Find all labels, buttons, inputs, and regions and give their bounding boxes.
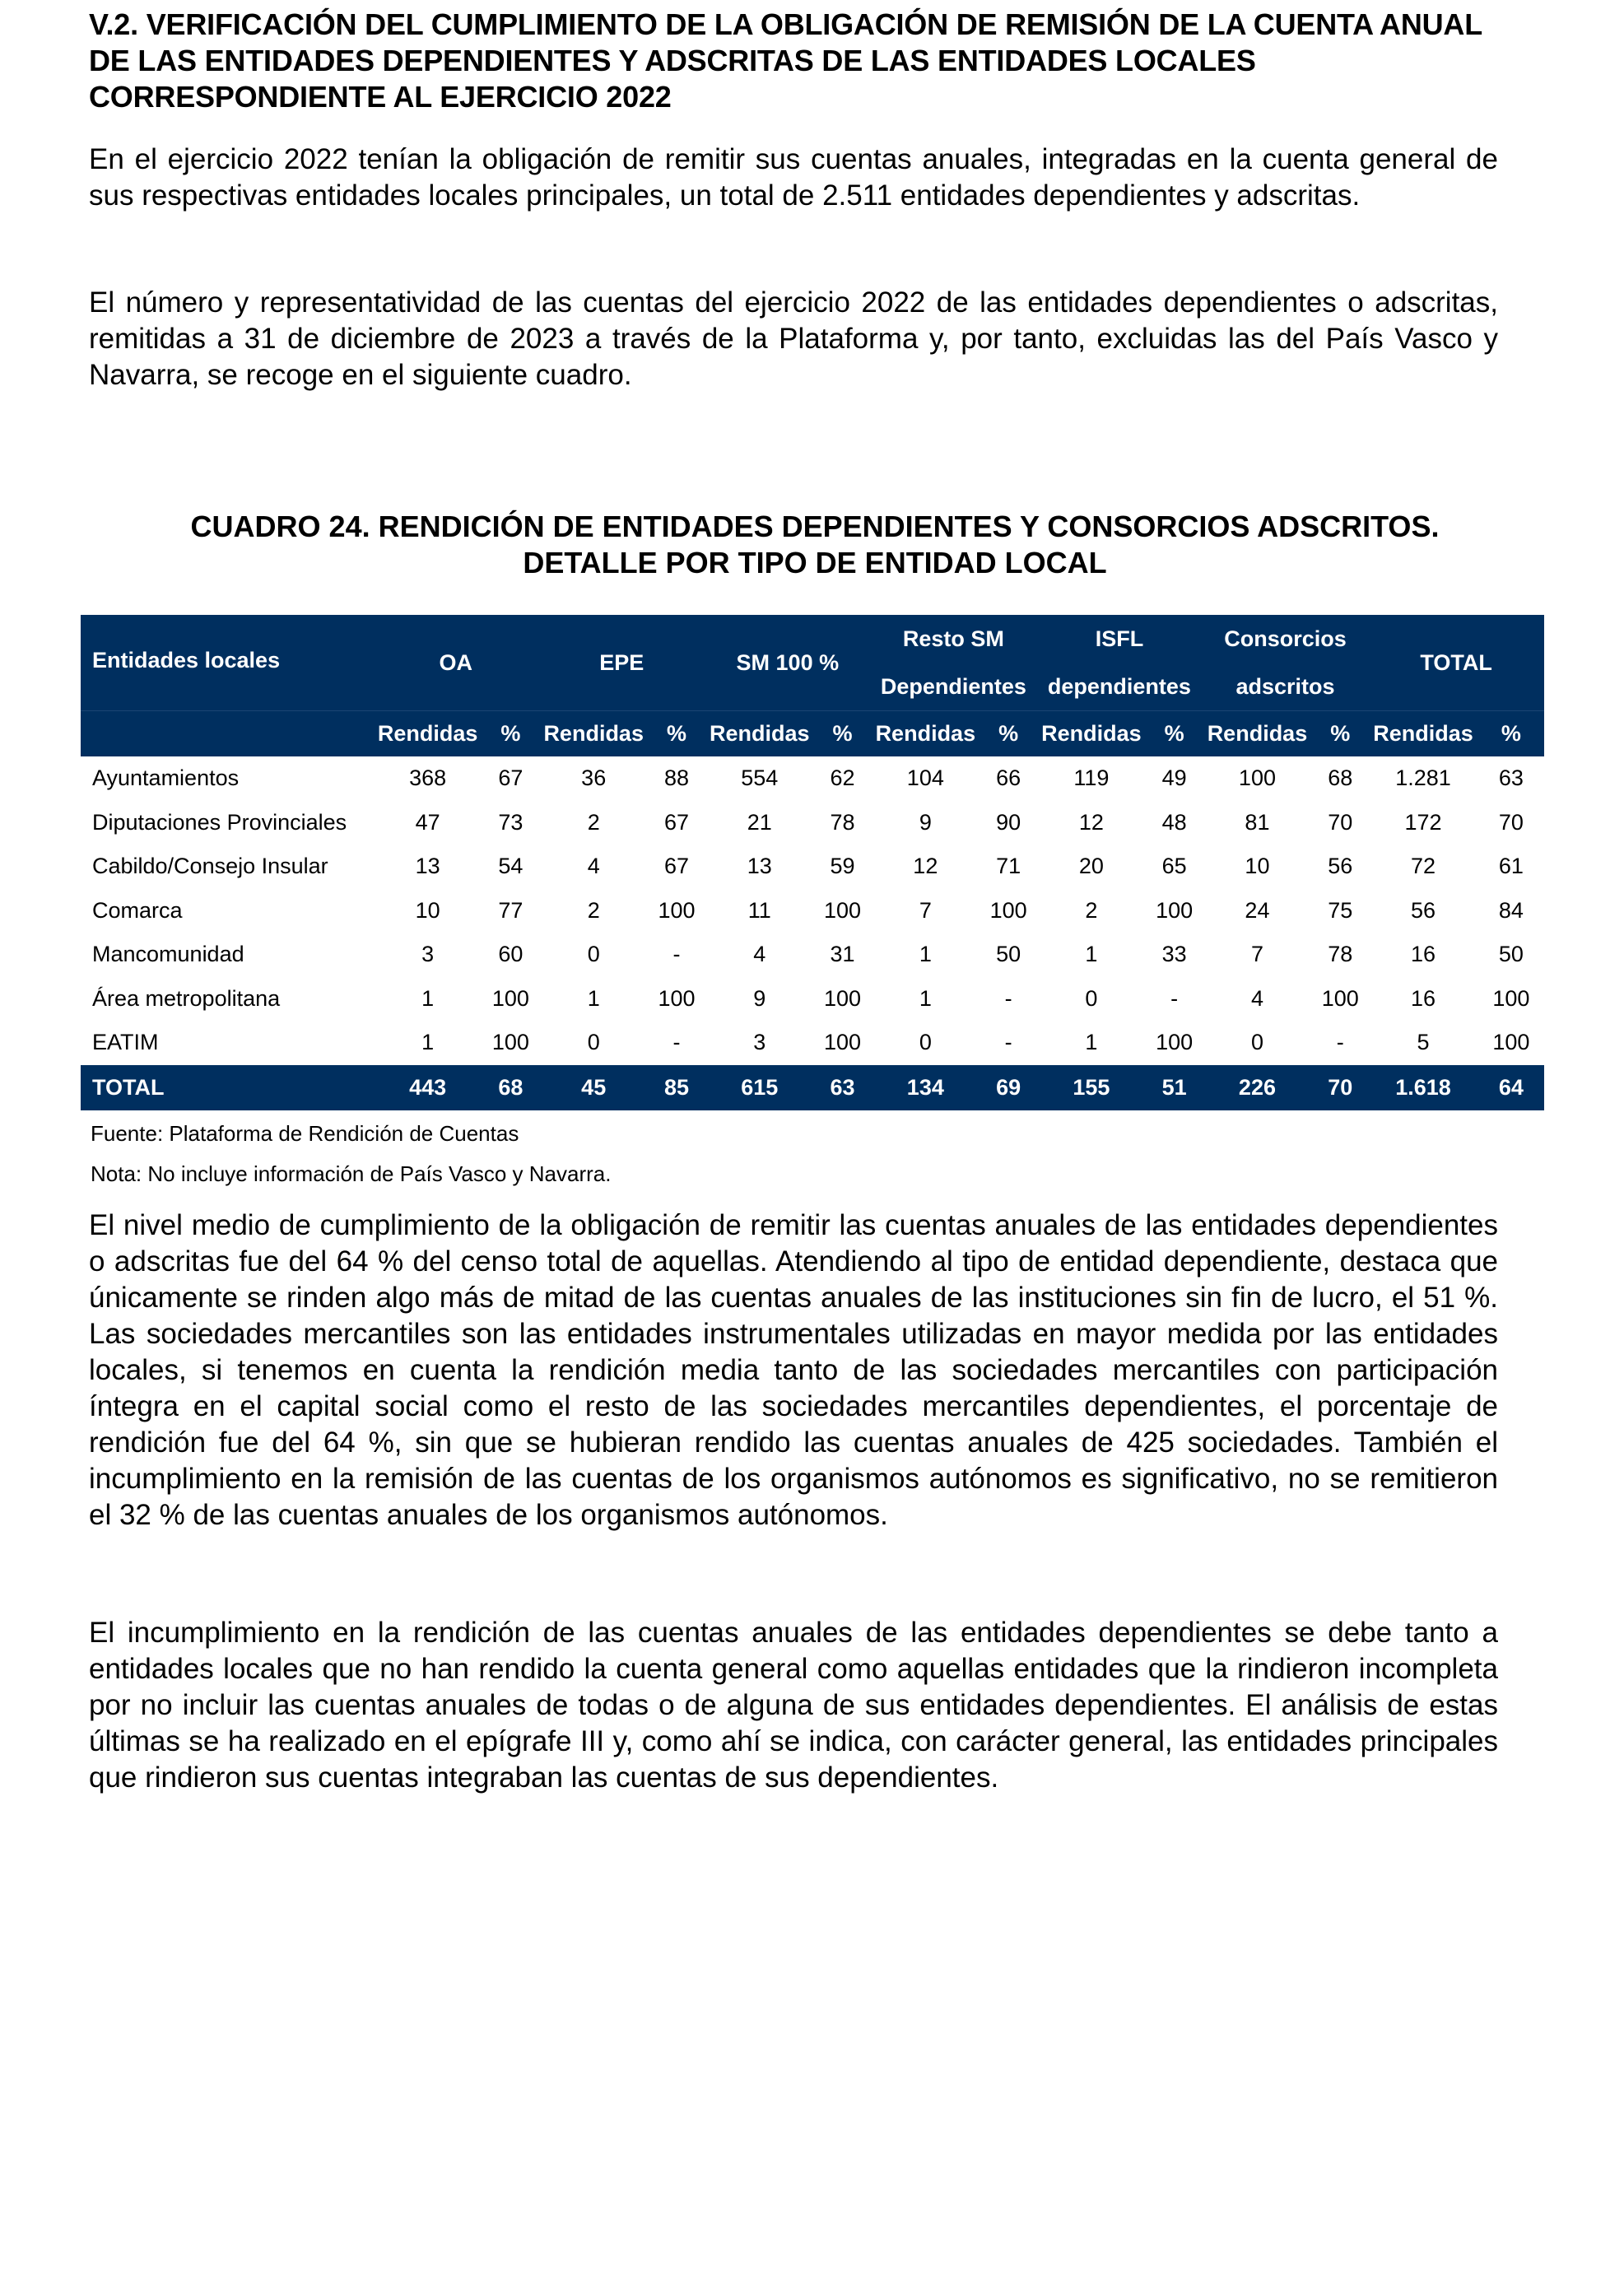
cell-rendidas: 554 — [741, 766, 779, 791]
subheader-pct: % — [980, 711, 1036, 757]
cell-pct: 56 — [1328, 854, 1353, 879]
subheader-rendidas: Rendidas — [871, 711, 980, 757]
cell-pct: 78 — [830, 809, 855, 835]
cell-rendidas: 16 — [1410, 985, 1436, 1011]
subheader-rendidas: Rendidas — [538, 711, 648, 757]
cell-rendidas: 0 — [1250, 1030, 1263, 1055]
cell-pct: 100 — [1492, 1030, 1530, 1055]
cell-pct: 100 — [1156, 1030, 1194, 1055]
cell-pct: - — [1004, 1030, 1012, 1055]
table-source: Fuente: Plataforma de Rendición de Cuentas — [91, 1121, 519, 1146]
cell-pct: 100 — [824, 1030, 862, 1055]
total-rendidas: 155 — [1036, 1065, 1146, 1110]
cell-rendidas: 7 — [919, 897, 932, 923]
cell-pct: 100 — [824, 897, 862, 923]
subheader-pct: % — [1478, 711, 1544, 757]
table-subheader-row — [81, 711, 1544, 757]
table-row — [81, 933, 1544, 977]
subheader-rendidas: Rendidas — [1036, 711, 1146, 757]
cell-rendidas: 119 — [1073, 766, 1110, 791]
table-body — [81, 756, 1544, 1065]
cell-pct: 100 — [491, 1030, 529, 1055]
total-label: TOTAL — [81, 1065, 373, 1110]
cell-pct: 100 — [1156, 897, 1194, 923]
cell-pct: 100 — [1492, 985, 1530, 1011]
cell-pct: 67 — [663, 854, 689, 879]
cell-pct: 61 — [1498, 854, 1524, 879]
cell-rendidas: 1 — [587, 985, 600, 1011]
header-group-resto-sm: Resto SM Dependientes — [871, 615, 1037, 711]
header-group-sm100: SM 100 % — [705, 615, 871, 711]
total-pct: 69 — [980, 1065, 1036, 1110]
subheader-pct: % — [1147, 711, 1203, 757]
table-note: Nota: No incluye información de País Vasco y Navarra. — [91, 1161, 612, 1186]
cell-pct: 67 — [498, 766, 523, 791]
cell-rendidas: 1 — [919, 942, 932, 967]
cell-pct: 50 — [996, 942, 1021, 967]
cell-pct: 54 — [498, 854, 523, 879]
total-rendidas: 1.618 — [1368, 1065, 1477, 1110]
cell-pct: 77 — [498, 897, 523, 923]
cell-rendidas: 368 — [409, 766, 447, 791]
row-entity-name: Mancomunidad — [92, 942, 244, 967]
subheader-rendidas: Rendidas — [373, 711, 482, 757]
cell-pct: 73 — [498, 809, 523, 835]
cell-rendidas: 2 — [587, 897, 600, 923]
cell-rendidas: 172 — [1404, 809, 1442, 835]
cell-pct: 100 — [989, 897, 1027, 923]
cell-pct: - — [1004, 985, 1012, 1011]
subheader-pct: % — [482, 711, 538, 757]
cell-rendidas: 5 — [1417, 1030, 1430, 1055]
total-pct: 85 — [649, 1065, 705, 1110]
cell-rendidas: 104 — [906, 766, 944, 791]
cell-pct: 90 — [996, 809, 1021, 835]
cell-rendidas: 4 — [753, 942, 766, 967]
cell-pct: 100 — [658, 985, 696, 1011]
cell-rendidas: 16 — [1410, 942, 1436, 967]
row-entity-name: Diputaciones Provinciales — [92, 809, 347, 835]
cell-rendidas: 7 — [1250, 942, 1263, 967]
cell-pct: 71 — [996, 854, 1021, 879]
table-row — [81, 889, 1544, 933]
cell-rendidas: 2 — [587, 809, 600, 835]
cell-pct: 66 — [996, 766, 1021, 791]
total-rendidas: 615 — [705, 1065, 814, 1110]
rendicion-table — [81, 615, 1544, 1110]
cell-rendidas: 56 — [1410, 897, 1436, 923]
cell-rendidas: 2 — [1085, 897, 1098, 923]
cell-pct: 68 — [1328, 766, 1353, 791]
cell-rendidas: 21 — [747, 809, 772, 835]
table-row — [81, 756, 1544, 801]
total-rendidas: 226 — [1203, 1065, 1312, 1110]
table-caption-line1: CUADRO 24. RENDICIÓN DE ENTIDADES DEPENDIENTES Y CONSORCIOS ADSCRITOS. — [190, 510, 1440, 543]
cell-pct: - — [672, 1030, 681, 1055]
cell-rendidas: 20 — [1078, 854, 1104, 879]
paragraph-analysis: El nivel medio de cumplimiento de la obligación de remitir las cuentas anuales de las entidades dependientes o adscritas fue del 64 % del censo total de aquellas. Atendiendo al tipo de entidad dependiente, destaca que únicamente se rinden algo más de mitad de las cuentas anuales de las instituciones sin fin de lucro, el 51 %. Las sociedades mercantiles son las entidades instrumentales utilizadas en mayor medida por las entidades locales, si tenemos en cuenta la rendición media tanto de las sociedades mercantiles con participación íntegra en el capital social como el resto de las sociedades mercantiles dependientes, el porcentaje de rendición fue del 64 %, sin que se hubieran rendido las cuentas anuales de 425 sociedades. También el incumplimiento en la remisión de las cuentas de los organismos autónomos es significativo, no se remitieron el 32 % de las cuentas anuales de los organismos autónomos. — [89, 1209, 1498, 1531]
cell-rendidas: 4 — [587, 854, 600, 879]
cell-pct: 62 — [830, 766, 855, 791]
cell-pct: 100 — [491, 985, 529, 1011]
row-entity-name: Área metropolitana — [92, 985, 281, 1011]
cell-rendidas: 100 — [1238, 766, 1276, 791]
table-total-row — [81, 1065, 1544, 1110]
total-rendidas: 45 — [538, 1065, 648, 1110]
cell-rendidas: 12 — [1078, 809, 1104, 835]
cell-rendidas: 3 — [421, 942, 435, 967]
total-pct: 68 — [482, 1065, 538, 1110]
cell-pct: - — [672, 942, 681, 967]
total-rendidas: 443 — [373, 1065, 482, 1110]
cell-rendidas: 1 — [919, 985, 932, 1011]
cell-rendidas: 13 — [747, 854, 772, 879]
cell-rendidas: 47 — [415, 809, 440, 835]
cell-rendidas: 3 — [753, 1030, 766, 1055]
cell-rendidas: 1 — [1085, 1030, 1098, 1055]
cell-pct: 100 — [658, 897, 696, 923]
cell-pct: - — [1170, 985, 1179, 1011]
subheader-pct: % — [649, 711, 705, 757]
cell-rendidas: 12 — [913, 854, 938, 879]
cell-pct: 31 — [830, 942, 855, 967]
table-row — [81, 801, 1544, 845]
cell-pct: 88 — [663, 766, 689, 791]
total-pct: 63 — [815, 1065, 871, 1110]
cell-pct: 67 — [663, 809, 689, 835]
cell-rendidas: 36 — [581, 766, 607, 791]
paragraph-scope: El número y representatividad de las cuentas del ejercicio 2022 de las entidades dependientes o adscritas, remitidas a 31 de diciembre de 2023 a través de la Plataforma y, por tanto, excluidas las del País Vasco y Navarra, se recoge en el siguiente cuadro. — [89, 286, 1498, 391]
cell-rendidas: 72 — [1410, 854, 1436, 879]
subheader-rendidas: Rendidas — [1368, 711, 1477, 757]
cell-rendidas: 1 — [421, 1030, 435, 1055]
cell-rendidas: 0 — [1085, 985, 1098, 1011]
cell-rendidas: 81 — [1245, 809, 1270, 835]
table-row — [81, 977, 1544, 1022]
cell-rendidas: 9 — [919, 809, 932, 835]
paragraph-conclusion: El incumplimiento en la rendición de las cuentas anuales de las entidades dependientes se debe tanto a entidades locales que no han rendido la cuenta general como aquellas entidades que la rindieron incompleta por no incluir las cuentas anuales de todas o de alguna de sus entidades dependientes. El análisis de estas últimas se ha realizado en el epígrafe III y, como ahí se indica, con carácter general, las entidades principales que rindieron sus cuentas integraban las cuentas de sus dependientes. — [89, 1617, 1498, 1794]
cell-rendidas: 0 — [587, 1030, 600, 1055]
cell-rendidas: 1 — [421, 985, 435, 1011]
cell-pct: - — [1336, 1030, 1344, 1055]
cell-rendidas: 0 — [587, 942, 600, 967]
cell-rendidas: 1 — [1085, 942, 1098, 967]
section-heading: V.2. VERIFICACIÓN DEL CUMPLIMIENTO DE LA OBLIGACIÓN DE REMISIÓN DE LA CUENTA ANUAL DE LAS ENTIDADES DEPENDIENTES Y ADSCRITAS DE LAS ENTIDADES LOCALES CORRESPONDIENTE AL EJERCICIO 2022 — [89, 7, 1482, 114]
cell-pct: 48 — [1161, 809, 1187, 835]
subheader-rendidas: Rendidas — [1203, 711, 1312, 757]
table-caption — [123, 509, 1506, 581]
header-group-oa: OA — [373, 615, 539, 711]
table-row — [81, 1021, 1544, 1065]
cell-rendidas: 1.281 — [1395, 766, 1451, 791]
cell-rendidas: 9 — [753, 985, 766, 1011]
cell-pct: 50 — [1498, 942, 1524, 967]
cell-pct: 49 — [1161, 766, 1187, 791]
row-entity-name: EATIM — [92, 1030, 159, 1055]
cell-rendidas: 24 — [1245, 897, 1270, 923]
cell-pct: 100 — [1321, 985, 1359, 1011]
header-entidades-locales: Entidades locales — [81, 615, 373, 711]
row-entity-name: Comarca — [92, 897, 183, 923]
cell-pct: 33 — [1161, 942, 1187, 967]
row-entity-name: Ayuntamientos — [92, 766, 240, 791]
total-pct: 70 — [1312, 1065, 1368, 1110]
subheader-blank — [81, 711, 373, 757]
cell-pct: 60 — [498, 942, 523, 967]
cell-pct: 70 — [1328, 809, 1353, 835]
subheader-rendidas: Rendidas — [705, 711, 814, 757]
row-entity-name: Cabildo/Consejo Insular — [92, 854, 328, 879]
cell-rendidas: 0 — [919, 1030, 932, 1055]
header-group-total: TOTAL — [1368, 615, 1544, 711]
subheader-pct: % — [815, 711, 871, 757]
cell-rendidas: 10 — [415, 897, 440, 923]
cell-rendidas: 4 — [1250, 985, 1263, 1011]
total-pct: 51 — [1147, 1065, 1203, 1110]
cell-pct: 75 — [1328, 897, 1353, 923]
header-group-epe: EPE — [538, 615, 705, 711]
paragraph-intro: En el ejercicio 2022 tenían la obligación de remitir sus cuentas anuales, integradas en la cuenta general de sus respectivas entidades locales principales, un total de 2.511 entidades dependientes y adscritas. — [89, 143, 1498, 212]
header-group-consorcios: Consorcios adscritos — [1203, 615, 1369, 711]
cell-pct: 65 — [1161, 854, 1187, 879]
cell-rendidas: 10 — [1245, 854, 1270, 879]
cell-pct: 63 — [1498, 766, 1524, 791]
table-row — [81, 845, 1544, 889]
cell-pct: 78 — [1328, 942, 1353, 967]
table-group-header-row — [81, 615, 1544, 711]
total-pct: 64 — [1478, 1065, 1544, 1110]
subheader-pct: % — [1312, 711, 1368, 757]
cell-rendidas: 11 — [747, 897, 771, 923]
cell-pct: 59 — [830, 854, 855, 879]
cell-pct: 100 — [824, 985, 862, 1011]
cell-pct: 70 — [1498, 809, 1524, 835]
cell-pct: 84 — [1498, 897, 1524, 923]
table-caption-line2: DETALLE POR TIPO DE ENTIDAD LOCAL — [523, 546, 1107, 579]
total-rendidas: 134 — [871, 1065, 980, 1110]
header-group-isfl: ISFL dependientes — [1036, 615, 1203, 711]
cell-rendidas: 13 — [415, 854, 440, 879]
